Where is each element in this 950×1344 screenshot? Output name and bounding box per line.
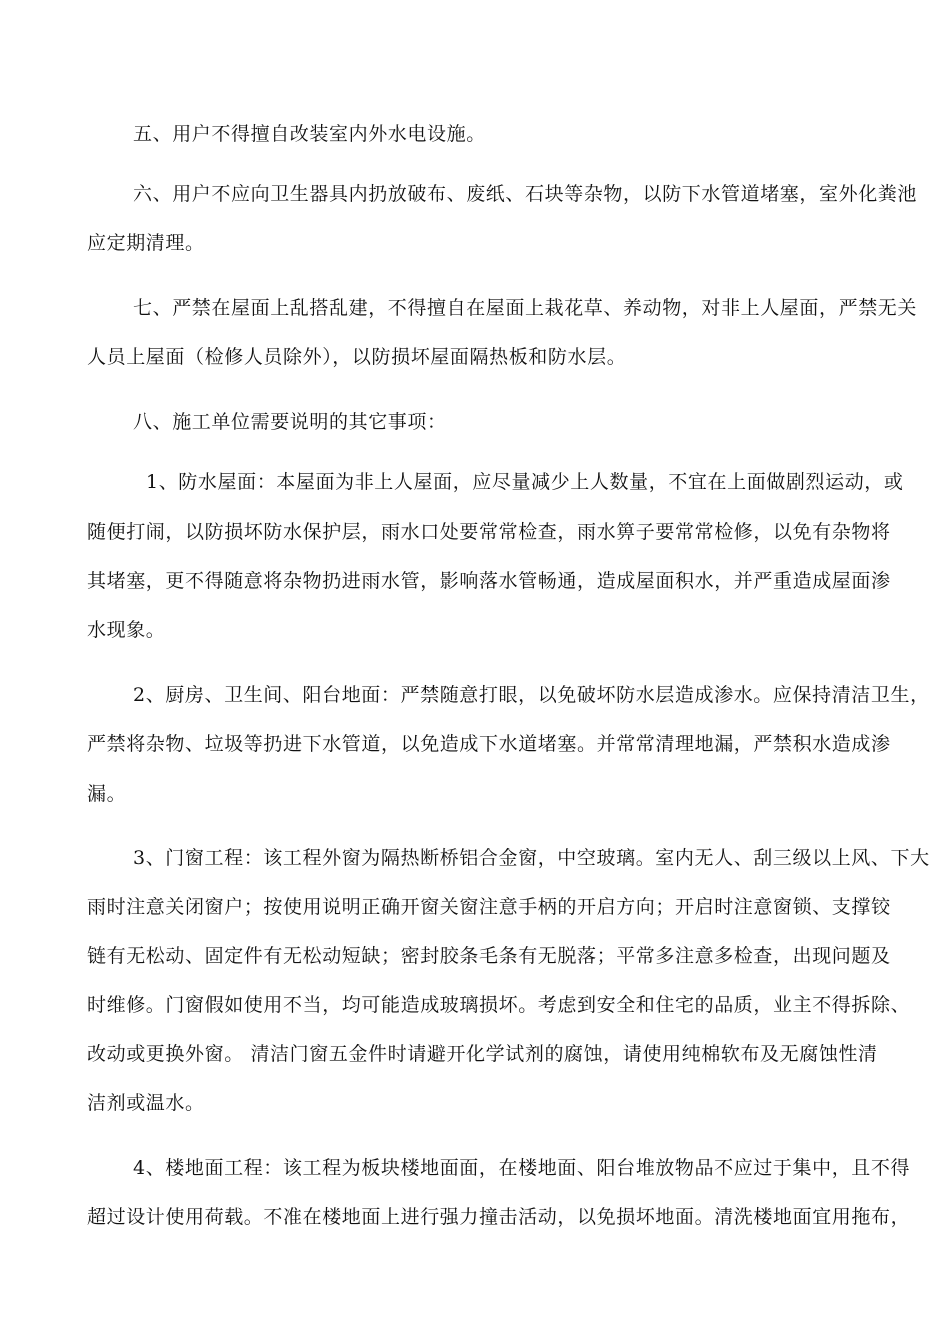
item-1-line-1: 1、防水屋面：本屋面为非上人屋面，应尽量减少上人数量，不宜在上面做剧烈运动，或 [146, 471, 904, 493]
item-2-line-2: 严禁将杂物、垃圾等扔进下水管道，以免造成下水道堵塞。并常常清理地漏，严禁积水造成渗 [87, 733, 891, 755]
item-2-line-3: 漏。 [87, 783, 127, 805]
item-2-line-1: 2、厨房、卫生间、阳台地面：严禁随意打眼，以免破坏防水层造成渗水。应保持清洁卫生， [133, 684, 930, 706]
paragraph-6-line-2: 应定期清理。 [87, 232, 205, 254]
item-4-line-1: 4、楼地面工程：该工程为板块楼地面面，在楼地面、阳台堆放物品不应过于集中，且不得 [133, 1157, 911, 1179]
paragraph-8-line-1: 八、施工单位需要说明的其它事项： [133, 411, 447, 433]
paragraph-5-line-1: 五、用户不得擅自改装室内外水电设施。 [133, 123, 486, 145]
item-3-line-2: 雨时注意关闭窗户；按使用说明正确开窗关窗注意手柄的开启方向；开启时注意窗锁、支撑铰 [87, 896, 891, 918]
item-3-line-3: 链有无松动、固定件有无松动短缺；密封胶条毛条有无脱落；平常多注意多检查，出现问题及 [87, 945, 891, 967]
item-3-line-1: 3、门窗工程：该工程外窗为隔热断桥铝合金窗，中空玻璃。室内无人、刮三级以上风、下大 [133, 847, 930, 869]
item-3-line-5: 改动或更换外窗。 清洁门窗五金件时请避开化学试剂的腐蚀，请使用纯棉软布及无腐蚀性清 [87, 1043, 878, 1065]
item-3-line-6: 洁剂或温水。 [87, 1092, 205, 1114]
paragraph-7-line-1: 七、严禁在屋面上乱搭乱建，不得擅自在屋面上栽花草、养动物，对非上人屋面，严禁无关 [133, 297, 918, 319]
item-1-line-2: 随便打闹，以防损坏防水保护层，雨水口处要常常检查，雨水箅子要常常检修，以免有杂物将 [87, 521, 891, 543]
paragraph-7-line-2: 人员上屋面（检修人员除外），以防损坏屋面隔热板和防水层。 [87, 346, 627, 368]
item-1-line-4: 水现象。 [87, 619, 166, 641]
item-1-line-3: 其堵塞，更不得随意将杂物扔进雨水管，影响落水管畅通，造成屋面积水，并严重造成屋面渗 [87, 570, 891, 592]
item-4-line-2: 超过设计使用荷载。不准在楼地面上进行强力撞击活动，以免损坏地面。清洗楼地面宜用拖布， [87, 1206, 911, 1228]
paragraph-6-line-1: 六、用户不应向卫生器具内扔放破布、废纸、石块等杂物，以防下水管道堵塞，室外化粪池 [133, 183, 918, 205]
item-3-line-4: 时维修。门窗假如使用不当，均可能造成玻璃损坏。考虑到安全和住宅的品质，业主不得拆除、 [87, 994, 911, 1016]
